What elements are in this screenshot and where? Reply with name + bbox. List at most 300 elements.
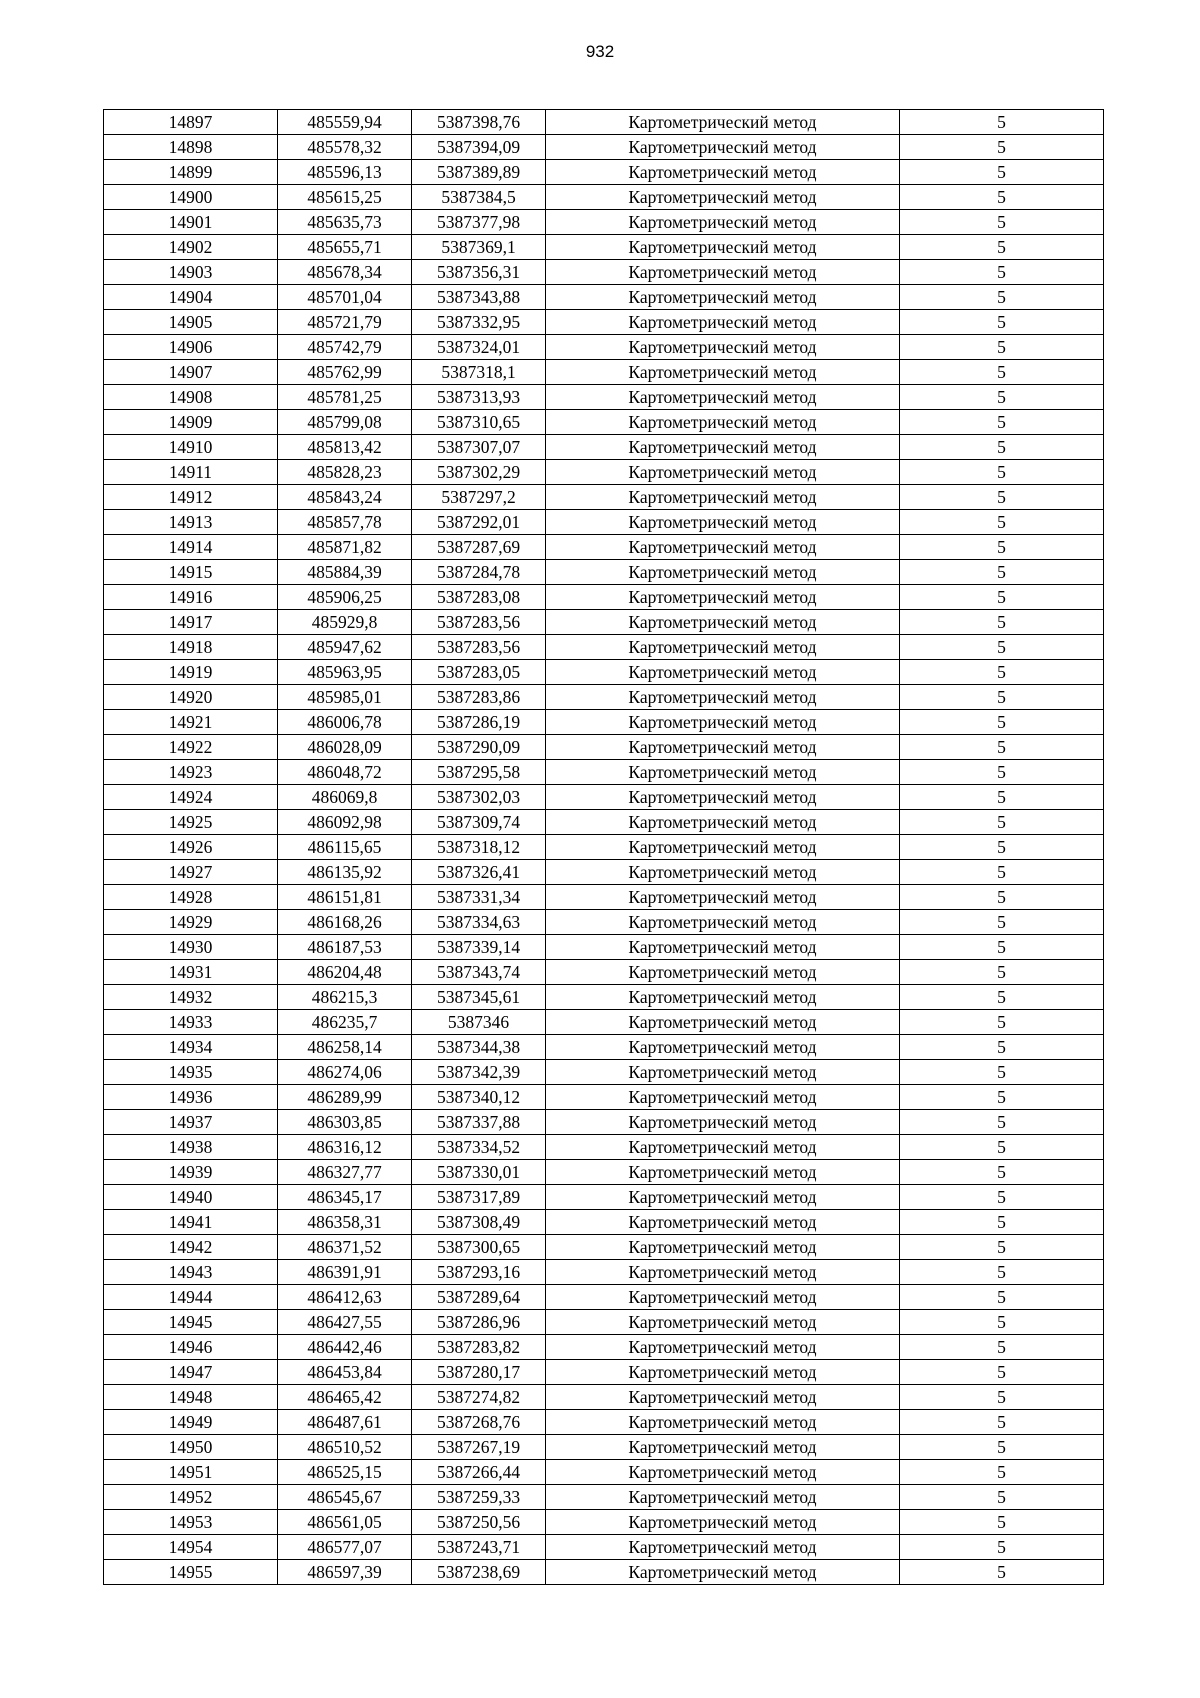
- table-row: [104, 635, 1104, 660]
- table-row: [104, 1160, 1104, 1185]
- method-cell: Картометрический метод: [546, 1335, 900, 1360]
- y-coordinate-cell: 5387369,1: [412, 235, 546, 260]
- method-cell: Картометрический метод: [546, 335, 900, 360]
- point-number-cell: 14955: [104, 1560, 278, 1585]
- x-coordinate-cell: 486345,17: [278, 1185, 412, 1210]
- y-coordinate-cell: 5387343,74: [412, 960, 546, 985]
- method-cell: Картометрический метод: [546, 910, 900, 935]
- method-cell: Картометрический метод: [546, 110, 900, 135]
- y-coordinate-cell: 5387280,17: [412, 1360, 546, 1385]
- method-cell: Картометрический метод: [546, 585, 900, 610]
- table-row: [104, 185, 1104, 210]
- method-cell: Картометрический метод: [546, 1410, 900, 1435]
- y-coordinate-cell: 5387356,31: [412, 260, 546, 285]
- x-coordinate-cell: 485615,25: [278, 185, 412, 210]
- y-coordinate-cell: 5387313,93: [412, 385, 546, 410]
- x-coordinate-cell: 486303,85: [278, 1110, 412, 1135]
- method-cell: Картометрический метод: [546, 1210, 900, 1235]
- y-coordinate-cell: 5387283,82: [412, 1335, 546, 1360]
- x-coordinate-cell: 486525,15: [278, 1460, 412, 1485]
- y-coordinate-cell: 5387302,03: [412, 785, 546, 810]
- y-coordinate-cell: 5387398,76: [412, 110, 546, 135]
- accuracy-cell: 5: [900, 660, 1104, 685]
- y-coordinate-cell: 5387243,71: [412, 1535, 546, 1560]
- x-coordinate-cell: 486327,77: [278, 1160, 412, 1185]
- point-number-cell: 14937: [104, 1110, 278, 1135]
- y-coordinate-cell: 5387283,56: [412, 610, 546, 635]
- method-cell: Картометрический метод: [546, 1160, 900, 1185]
- accuracy-cell: 5: [900, 610, 1104, 635]
- point-number-cell: 14899: [104, 160, 278, 185]
- x-coordinate-cell: 486258,14: [278, 1035, 412, 1060]
- x-coordinate-cell: 485781,25: [278, 385, 412, 410]
- x-coordinate-cell: 485906,25: [278, 585, 412, 610]
- x-coordinate-cell: 485813,42: [278, 435, 412, 460]
- accuracy-cell: 5: [900, 1535, 1104, 1560]
- point-number-cell: 14941: [104, 1210, 278, 1235]
- accuracy-cell: 5: [900, 510, 1104, 535]
- accuracy-cell: 5: [900, 810, 1104, 835]
- method-cell: Картометрический метод: [546, 260, 900, 285]
- y-coordinate-cell: 5387324,01: [412, 335, 546, 360]
- table-row: [104, 460, 1104, 485]
- table-row: [104, 1460, 1104, 1485]
- point-number-cell: 14935: [104, 1060, 278, 1085]
- table-row: [104, 1310, 1104, 1335]
- method-cell: Картометрический метод: [546, 1285, 900, 1310]
- accuracy-cell: 5: [900, 1085, 1104, 1110]
- x-coordinate-cell: 486597,39: [278, 1560, 412, 1585]
- coordinates-table-body: [104, 110, 1104, 1585]
- method-cell: Картометрический метод: [546, 735, 900, 760]
- table-row: [104, 1560, 1104, 1585]
- table-row: [104, 435, 1104, 460]
- x-coordinate-cell: 486235,7: [278, 1010, 412, 1035]
- point-number-cell: 14901: [104, 210, 278, 235]
- x-coordinate-cell: 485701,04: [278, 285, 412, 310]
- method-cell: Картометрический метод: [546, 1110, 900, 1135]
- accuracy-cell: 5: [900, 560, 1104, 585]
- point-number-cell: 14932: [104, 985, 278, 1010]
- method-cell: Картометрический метод: [546, 810, 900, 835]
- method-cell: Картометрический метод: [546, 960, 900, 985]
- table-row: [104, 1035, 1104, 1060]
- y-coordinate-cell: 5387345,61: [412, 985, 546, 1010]
- accuracy-cell: 5: [900, 1385, 1104, 1410]
- point-number-cell: 14946: [104, 1335, 278, 1360]
- method-cell: Картометрический метод: [546, 460, 900, 485]
- accuracy-cell: 5: [900, 860, 1104, 885]
- table-row: [104, 1335, 1104, 1360]
- table-row: [104, 285, 1104, 310]
- x-coordinate-cell: 486442,46: [278, 1335, 412, 1360]
- table-row: [104, 385, 1104, 410]
- y-coordinate-cell: 5387289,64: [412, 1285, 546, 1310]
- table-row: [104, 1410, 1104, 1435]
- x-coordinate-cell: 486135,92: [278, 860, 412, 885]
- y-coordinate-cell: 5387318,1: [412, 360, 546, 385]
- method-cell: Картометрический метод: [546, 1010, 900, 1035]
- point-number-cell: 14949: [104, 1410, 278, 1435]
- method-cell: Картометрический метод: [546, 1360, 900, 1385]
- y-coordinate-cell: 5387343,88: [412, 285, 546, 310]
- table-row: [104, 160, 1104, 185]
- accuracy-cell: 5: [900, 260, 1104, 285]
- point-number-cell: 14939: [104, 1160, 278, 1185]
- table-row: [104, 910, 1104, 935]
- point-number-cell: 14926: [104, 835, 278, 860]
- table-row: [104, 810, 1104, 835]
- point-number-cell: 14908: [104, 385, 278, 410]
- method-cell: Картометрический метод: [546, 410, 900, 435]
- x-coordinate-cell: 485843,24: [278, 485, 412, 510]
- point-number-cell: 14947: [104, 1360, 278, 1385]
- method-cell: Картометрический метод: [546, 660, 900, 685]
- x-coordinate-cell: 485985,01: [278, 685, 412, 710]
- table-row: [104, 1060, 1104, 1085]
- method-cell: Картометрический метод: [546, 135, 900, 160]
- table-row: [104, 1185, 1104, 1210]
- table-row: [104, 585, 1104, 610]
- point-number-cell: 14930: [104, 935, 278, 960]
- accuracy-cell: 5: [900, 785, 1104, 810]
- method-cell: Картометрический метод: [546, 685, 900, 710]
- x-coordinate-cell: 486151,81: [278, 885, 412, 910]
- table-row: [104, 735, 1104, 760]
- accuracy-cell: 5: [900, 685, 1104, 710]
- x-coordinate-cell: 485559,94: [278, 110, 412, 135]
- y-coordinate-cell: 5387318,12: [412, 835, 546, 860]
- point-number-cell: 14921: [104, 710, 278, 735]
- accuracy-cell: 5: [900, 735, 1104, 760]
- table-row: [104, 1260, 1104, 1285]
- method-cell: Картометрический метод: [546, 1435, 900, 1460]
- method-cell: Картометрический метод: [546, 485, 900, 510]
- method-cell: Картометрический метод: [546, 1135, 900, 1160]
- coordinates-table: [103, 109, 1104, 1585]
- accuracy-cell: 5: [900, 760, 1104, 785]
- y-coordinate-cell: 5387259,33: [412, 1485, 546, 1510]
- y-coordinate-cell: 5387283,05: [412, 660, 546, 685]
- point-number-cell: 14951: [104, 1460, 278, 1485]
- x-coordinate-cell: 485678,34: [278, 260, 412, 285]
- point-number-cell: 14927: [104, 860, 278, 885]
- method-cell: Картометрический метод: [546, 1185, 900, 1210]
- method-cell: Картометрический метод: [546, 1385, 900, 1410]
- point-number-cell: 14910: [104, 435, 278, 460]
- y-coordinate-cell: 5387332,95: [412, 310, 546, 335]
- table-row: [104, 260, 1104, 285]
- y-coordinate-cell: 5387309,74: [412, 810, 546, 835]
- table-row: [104, 410, 1104, 435]
- table-row: [104, 1510, 1104, 1535]
- accuracy-cell: 5: [900, 635, 1104, 660]
- point-number-cell: 14929: [104, 910, 278, 935]
- table-row: [104, 1085, 1104, 1110]
- method-cell: Картометрический метод: [546, 435, 900, 460]
- table-row: [104, 110, 1104, 135]
- accuracy-cell: 5: [900, 385, 1104, 410]
- method-cell: Картометрический метод: [546, 210, 900, 235]
- table-row: [104, 785, 1104, 810]
- y-coordinate-cell: 5387326,41: [412, 860, 546, 885]
- accuracy-cell: 5: [900, 1510, 1104, 1535]
- y-coordinate-cell: 5387394,09: [412, 135, 546, 160]
- table-row: [104, 985, 1104, 1010]
- accuracy-cell: 5: [900, 285, 1104, 310]
- x-coordinate-cell: 485578,32: [278, 135, 412, 160]
- method-cell: Картометрический метод: [546, 1235, 900, 1260]
- y-coordinate-cell: 5387284,78: [412, 560, 546, 585]
- table-row: [104, 1285, 1104, 1310]
- method-cell: Картометрический метод: [546, 1060, 900, 1085]
- table-row: [104, 310, 1104, 335]
- y-coordinate-cell: 5387268,76: [412, 1410, 546, 1435]
- y-coordinate-cell: 5387317,89: [412, 1185, 546, 1210]
- y-coordinate-cell: 5387287,69: [412, 535, 546, 560]
- accuracy-cell: 5: [900, 1310, 1104, 1335]
- x-coordinate-cell: 485947,62: [278, 635, 412, 660]
- point-number-cell: 14898: [104, 135, 278, 160]
- accuracy-cell: 5: [900, 1110, 1104, 1135]
- x-coordinate-cell: 486092,98: [278, 810, 412, 835]
- table-row: [104, 1360, 1104, 1385]
- accuracy-cell: 5: [900, 1460, 1104, 1485]
- table-row: [104, 1385, 1104, 1410]
- x-coordinate-cell: 486465,42: [278, 1385, 412, 1410]
- method-cell: Картометрический метод: [546, 635, 900, 660]
- point-number-cell: 14934: [104, 1035, 278, 1060]
- x-coordinate-cell: 485635,73: [278, 210, 412, 235]
- table-row: [104, 135, 1104, 160]
- y-coordinate-cell: 5387344,38: [412, 1035, 546, 1060]
- x-coordinate-cell: 485857,78: [278, 510, 412, 535]
- x-coordinate-cell: 486510,52: [278, 1435, 412, 1460]
- accuracy-cell: 5: [900, 485, 1104, 510]
- y-coordinate-cell: 5387389,89: [412, 160, 546, 185]
- table-row: [104, 560, 1104, 585]
- accuracy-cell: 5: [900, 960, 1104, 985]
- y-coordinate-cell: 5387283,08: [412, 585, 546, 610]
- point-number-cell: 14952: [104, 1485, 278, 1510]
- method-cell: Картометрический метод: [546, 185, 900, 210]
- x-coordinate-cell: 486316,12: [278, 1135, 412, 1160]
- y-coordinate-cell: 5387337,88: [412, 1110, 546, 1135]
- accuracy-cell: 5: [900, 235, 1104, 260]
- y-coordinate-cell: 5387384,5: [412, 185, 546, 210]
- y-coordinate-cell: 5387300,65: [412, 1235, 546, 1260]
- point-number-cell: 14905: [104, 310, 278, 335]
- accuracy-cell: 5: [900, 310, 1104, 335]
- accuracy-cell: 5: [900, 460, 1104, 485]
- point-number-cell: 14900: [104, 185, 278, 210]
- point-number-cell: 14914: [104, 535, 278, 560]
- method-cell: Картометрический метод: [546, 560, 900, 585]
- x-coordinate-cell: 485762,99: [278, 360, 412, 385]
- accuracy-cell: 5: [900, 1410, 1104, 1435]
- accuracy-cell: 5: [900, 935, 1104, 960]
- table-row: [104, 485, 1104, 510]
- method-cell: Картометрический метод: [546, 1535, 900, 1560]
- x-coordinate-cell: 486487,61: [278, 1410, 412, 1435]
- point-number-cell: 14918: [104, 635, 278, 660]
- y-coordinate-cell: 5387293,16: [412, 1260, 546, 1285]
- point-number-cell: 14916: [104, 585, 278, 610]
- table-row: [104, 760, 1104, 785]
- method-cell: Картометрический метод: [546, 1310, 900, 1335]
- y-coordinate-cell: 5387286,96: [412, 1310, 546, 1335]
- point-number-cell: 14945: [104, 1310, 278, 1335]
- point-number-cell: 14897: [104, 110, 278, 135]
- point-number-cell: 14915: [104, 560, 278, 585]
- method-cell: Картометрический метод: [546, 235, 900, 260]
- table-row: [104, 885, 1104, 910]
- point-number-cell: 14950: [104, 1435, 278, 1460]
- point-number-cell: 14924: [104, 785, 278, 810]
- y-coordinate-cell: 5387310,65: [412, 410, 546, 435]
- method-cell: Картометрический метод: [546, 535, 900, 560]
- x-coordinate-cell: 486289,99: [278, 1085, 412, 1110]
- point-number-cell: 14944: [104, 1285, 278, 1310]
- accuracy-cell: 5: [900, 210, 1104, 235]
- accuracy-cell: 5: [900, 1010, 1104, 1035]
- accuracy-cell: 5: [900, 335, 1104, 360]
- point-number-cell: 14904: [104, 285, 278, 310]
- accuracy-cell: 5: [900, 1060, 1104, 1085]
- accuracy-cell: 5: [900, 110, 1104, 135]
- method-cell: Картометрический метод: [546, 1085, 900, 1110]
- x-coordinate-cell: 486545,67: [278, 1485, 412, 1510]
- method-cell: Картометрический метод: [546, 610, 900, 635]
- accuracy-cell: 5: [900, 160, 1104, 185]
- method-cell: Картометрический метод: [546, 1510, 900, 1535]
- x-coordinate-cell: 486006,78: [278, 710, 412, 735]
- y-coordinate-cell: 5387340,12: [412, 1085, 546, 1110]
- point-number-cell: 14903: [104, 260, 278, 285]
- table-row: [104, 860, 1104, 885]
- method-cell: Картометрический метод: [546, 285, 900, 310]
- accuracy-cell: 5: [900, 1560, 1104, 1585]
- point-number-cell: 14936: [104, 1085, 278, 1110]
- y-coordinate-cell: 5387266,44: [412, 1460, 546, 1485]
- method-cell: Картометрический метод: [546, 1460, 900, 1485]
- accuracy-cell: 5: [900, 185, 1104, 210]
- table-row: [104, 1235, 1104, 1260]
- table-row: [104, 1435, 1104, 1460]
- x-coordinate-cell: 486391,91: [278, 1260, 412, 1285]
- method-cell: Картометрический метод: [546, 1035, 900, 1060]
- y-coordinate-cell: 5387346: [412, 1010, 546, 1035]
- point-number-cell: 14943: [104, 1260, 278, 1285]
- accuracy-cell: 5: [900, 435, 1104, 460]
- x-coordinate-cell: 485655,71: [278, 235, 412, 260]
- accuracy-cell: 5: [900, 835, 1104, 860]
- table-row: [104, 1535, 1104, 1560]
- method-cell: Картометрический метод: [546, 710, 900, 735]
- accuracy-cell: 5: [900, 1135, 1104, 1160]
- point-number-cell: 14919: [104, 660, 278, 685]
- accuracy-cell: 5: [900, 1235, 1104, 1260]
- point-number-cell: 14940: [104, 1185, 278, 1210]
- table-row: [104, 960, 1104, 985]
- x-coordinate-cell: 485721,79: [278, 310, 412, 335]
- y-coordinate-cell: 5387308,49: [412, 1210, 546, 1235]
- point-number-cell: 14913: [104, 510, 278, 535]
- accuracy-cell: 5: [900, 1335, 1104, 1360]
- x-coordinate-cell: 486561,05: [278, 1510, 412, 1535]
- accuracy-cell: 5: [900, 710, 1104, 735]
- method-cell: Картометрический метод: [546, 985, 900, 1010]
- table-row: [104, 1135, 1104, 1160]
- table-row: [104, 935, 1104, 960]
- accuracy-cell: 5: [900, 1035, 1104, 1060]
- point-number-cell: 14909: [104, 410, 278, 435]
- x-coordinate-cell: 486204,48: [278, 960, 412, 985]
- method-cell: Картометрический метод: [546, 385, 900, 410]
- point-number-cell: 14954: [104, 1535, 278, 1560]
- y-coordinate-cell: 5387295,58: [412, 760, 546, 785]
- x-coordinate-cell: 485596,13: [278, 160, 412, 185]
- accuracy-cell: 5: [900, 360, 1104, 385]
- accuracy-cell: 5: [900, 135, 1104, 160]
- accuracy-cell: 5: [900, 1260, 1104, 1285]
- table-row: [104, 685, 1104, 710]
- method-cell: Картометрический метод: [546, 935, 900, 960]
- accuracy-cell: 5: [900, 1210, 1104, 1235]
- accuracy-cell: 5: [900, 1360, 1104, 1385]
- method-cell: Картометрический метод: [546, 860, 900, 885]
- x-coordinate-cell: 486168,26: [278, 910, 412, 935]
- x-coordinate-cell: 486069,8: [278, 785, 412, 810]
- accuracy-cell: 5: [900, 885, 1104, 910]
- point-number-cell: 14928: [104, 885, 278, 910]
- accuracy-cell: 5: [900, 585, 1104, 610]
- table-row: [104, 360, 1104, 385]
- y-coordinate-cell: 5387283,86: [412, 685, 546, 710]
- method-cell: Картометрический метод: [546, 160, 900, 185]
- x-coordinate-cell: 485929,8: [278, 610, 412, 635]
- table-row: [104, 535, 1104, 560]
- x-coordinate-cell: 485799,08: [278, 410, 412, 435]
- x-coordinate-cell: 486274,06: [278, 1060, 412, 1085]
- y-coordinate-cell: 5387334,52: [412, 1135, 546, 1160]
- method-cell: Картометрический метод: [546, 885, 900, 910]
- point-number-cell: 14907: [104, 360, 278, 385]
- accuracy-cell: 5: [900, 1435, 1104, 1460]
- table-row: [104, 660, 1104, 685]
- x-coordinate-cell: 486453,84: [278, 1360, 412, 1385]
- y-coordinate-cell: 5387290,09: [412, 735, 546, 760]
- method-cell: Картометрический метод: [546, 785, 900, 810]
- x-coordinate-cell: 486187,53: [278, 935, 412, 960]
- point-number-cell: 14925: [104, 810, 278, 835]
- method-cell: Картометрический метод: [546, 510, 900, 535]
- x-coordinate-cell: 485742,79: [278, 335, 412, 360]
- accuracy-cell: 5: [900, 1285, 1104, 1310]
- y-coordinate-cell: 5387302,29: [412, 460, 546, 485]
- x-coordinate-cell: 486028,09: [278, 735, 412, 760]
- table-row: [104, 835, 1104, 860]
- x-coordinate-cell: 486215,3: [278, 985, 412, 1010]
- point-number-cell: 14923: [104, 760, 278, 785]
- x-coordinate-cell: 486358,31: [278, 1210, 412, 1235]
- point-number-cell: 14911: [104, 460, 278, 485]
- y-coordinate-cell: 5387250,56: [412, 1510, 546, 1535]
- table-row: [104, 1210, 1104, 1235]
- y-coordinate-cell: 5387339,14: [412, 935, 546, 960]
- table-row: [104, 1485, 1104, 1510]
- y-coordinate-cell: 5387274,82: [412, 1385, 546, 1410]
